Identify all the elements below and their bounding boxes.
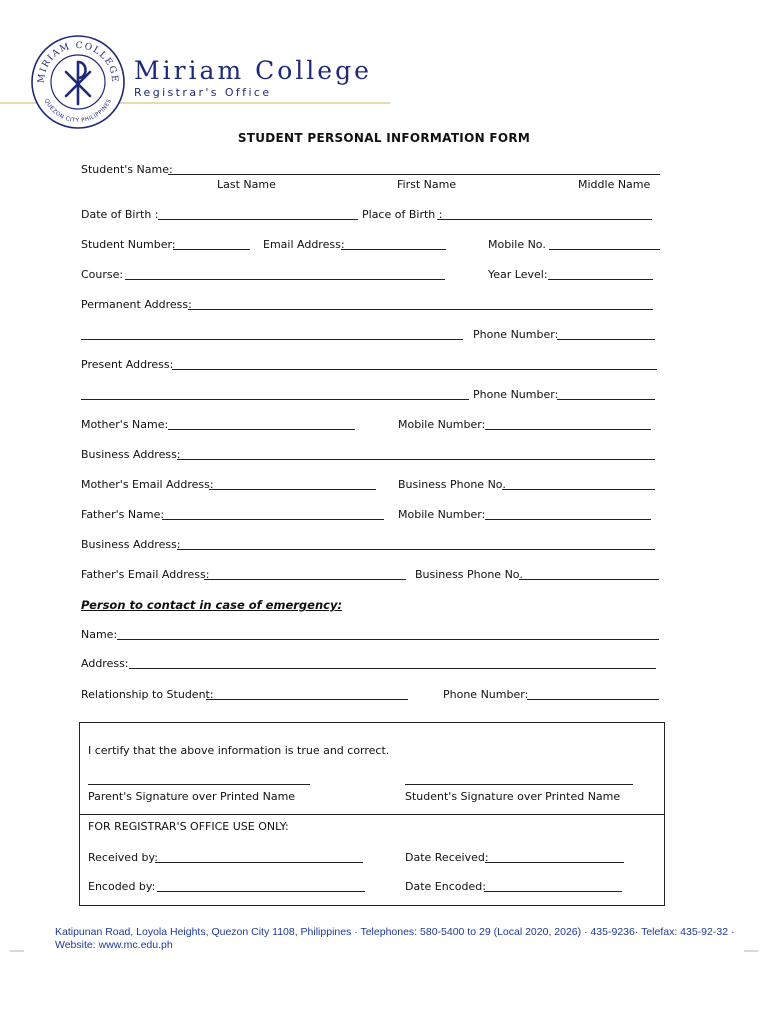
fathers-business-phone-field[interactable]: [519, 579, 659, 580]
parent-signature-field[interactable]: [88, 784, 310, 785]
present-phone-field[interactable]: [557, 399, 655, 400]
student-signature-caption: Student's Signature over Printed Name: [405, 790, 621, 803]
received-by-label: Received by:: [88, 851, 158, 864]
emergency-phone-field[interactable]: [527, 699, 659, 700]
present-address-label: Present Address:: [81, 358, 174, 371]
fathers-email-label: Father's Email Address:: [81, 568, 210, 581]
mothers-name-field[interactable]: [168, 429, 355, 430]
mothers-mobile-label: Mobile Number:: [398, 418, 486, 431]
year-level-label: Year Level:: [488, 268, 548, 281]
date-received-field[interactable]: [485, 862, 624, 863]
emergency-name-field[interactable]: [117, 639, 659, 640]
mobile-no-label: Mobile No.: [488, 238, 546, 251]
student-number-label: Student Number:: [81, 238, 176, 251]
received-by-field[interactable]: [155, 862, 363, 863]
mothers-business-phone-label: Business Phone No.: [398, 478, 506, 491]
mothers-business-phone-field[interactable]: [502, 489, 655, 490]
present-address-field-2[interactable]: [81, 399, 469, 400]
email-address-label: Email Address:: [263, 238, 345, 251]
present-address-field[interactable]: [172, 369, 657, 370]
fathers-business-phone-label: Business Phone No.: [415, 568, 523, 581]
mothers-email-label: Mother's Email Address:: [81, 478, 214, 491]
college-seal-logo: [30, 34, 126, 130]
emergency-address-field[interactable]: [129, 668, 656, 669]
mobile-no-field[interactable]: [549, 249, 660, 250]
middle-name-caption: Middle Name: [578, 178, 651, 191]
present-phone-label: Phone Number:: [473, 388, 559, 401]
parent-signature-caption: Parent's Signature over Printed Name: [88, 790, 296, 803]
seal-text-top: MIRIAM COLLEGE: [36, 40, 120, 84]
fathers-mobile-field[interactable]: [485, 519, 651, 520]
fathers-email-field[interactable]: [204, 579, 406, 580]
course-label: Course:: [81, 268, 124, 281]
relationship-label: Relationship to Student:: [81, 688, 214, 701]
place-of-birth-field[interactable]: [437, 219, 652, 220]
date-of-birth-field[interactable]: [158, 219, 358, 220]
date-of-birth-label: Date of Birth :: [81, 208, 159, 221]
mothers-business-address-field[interactable]: [177, 459, 655, 460]
permanent-address-field[interactable]: [188, 309, 653, 310]
permanent-address-field-2[interactable]: [81, 339, 463, 340]
registrar-office-label: Registrar's Office: [134, 86, 272, 99]
college-name: Miriam College: [134, 56, 372, 85]
mothers-business-address-label: Business Address:: [81, 448, 181, 461]
place-of-birth-label: Place of Birth :: [362, 208, 443, 221]
mothers-mobile-field[interactable]: [485, 429, 651, 430]
emergency-address-label: Address:: [81, 657, 129, 670]
date-encoded-label: Date Encoded:: [405, 880, 486, 893]
course-field[interactable]: [125, 279, 445, 280]
encoded-by-field[interactable]: [157, 891, 365, 892]
certify-statement: I certify that the above information is true and correct.: [88, 744, 390, 757]
date-received-label: Date Received:: [405, 851, 489, 864]
encoded-by-label: Encoded by:: [88, 880, 156, 893]
page-mark-right: [744, 950, 758, 952]
form-title: STUDENT PERSONAL INFORMATION FORM: [237, 131, 531, 145]
certification-divider: [79, 814, 665, 815]
email-address-field[interactable]: [341, 249, 446, 250]
year-level-field[interactable]: [548, 279, 653, 280]
fathers-mobile-label: Mobile Number:: [398, 508, 486, 521]
registrar-use-label: FOR REGISTRAR'S OFFICE USE ONLY:: [88, 820, 289, 833]
permanent-address-label: Permanent Address:: [81, 298, 192, 311]
emergency-heading: Person to contact in case of emergency:: [81, 598, 343, 612]
first-name-caption: First Name: [397, 178, 457, 191]
seal-text-bottom: QUEZON CITY PHILIPPINES: [42, 98, 114, 125]
emergency-phone-label: Phone Number:: [443, 688, 529, 701]
fathers-name-label: Father's Name:: [81, 508, 165, 521]
date-encoded-field[interactable]: [484, 891, 622, 892]
student-name-label: Student's Name:: [81, 163, 173, 176]
fathers-name-field[interactable]: [162, 519, 384, 520]
student-number-field[interactable]: [173, 249, 250, 250]
footer-address: Katipunan Road, Loyola Heights, Quezon City 1108, Philippines · Telephones: 580-5400 to 29 (Local 2020, 2026) · 435-9236· Telefax: 435-92-32 ·: [55, 926, 735, 938]
fathers-business-address-field[interactable]: [177, 549, 655, 550]
fathers-business-address-label: Business Address:: [81, 538, 181, 551]
student-signature-field[interactable]: [405, 784, 633, 785]
page-mark-left: [10, 950, 24, 952]
relationship-field[interactable]: [206, 699, 408, 700]
permanent-phone-field[interactable]: [557, 339, 655, 340]
mothers-email-field[interactable]: [209, 489, 376, 490]
footer-website: Website: www.mc.edu.ph: [55, 939, 173, 951]
mothers-name-label: Mother's Name:: [81, 418, 169, 431]
permanent-phone-label: Phone Number:: [473, 328, 559, 341]
student-name-field[interactable]: [168, 174, 660, 175]
last-name-caption: Last Name: [217, 178, 276, 191]
emergency-name-label: Name:: [81, 628, 118, 641]
